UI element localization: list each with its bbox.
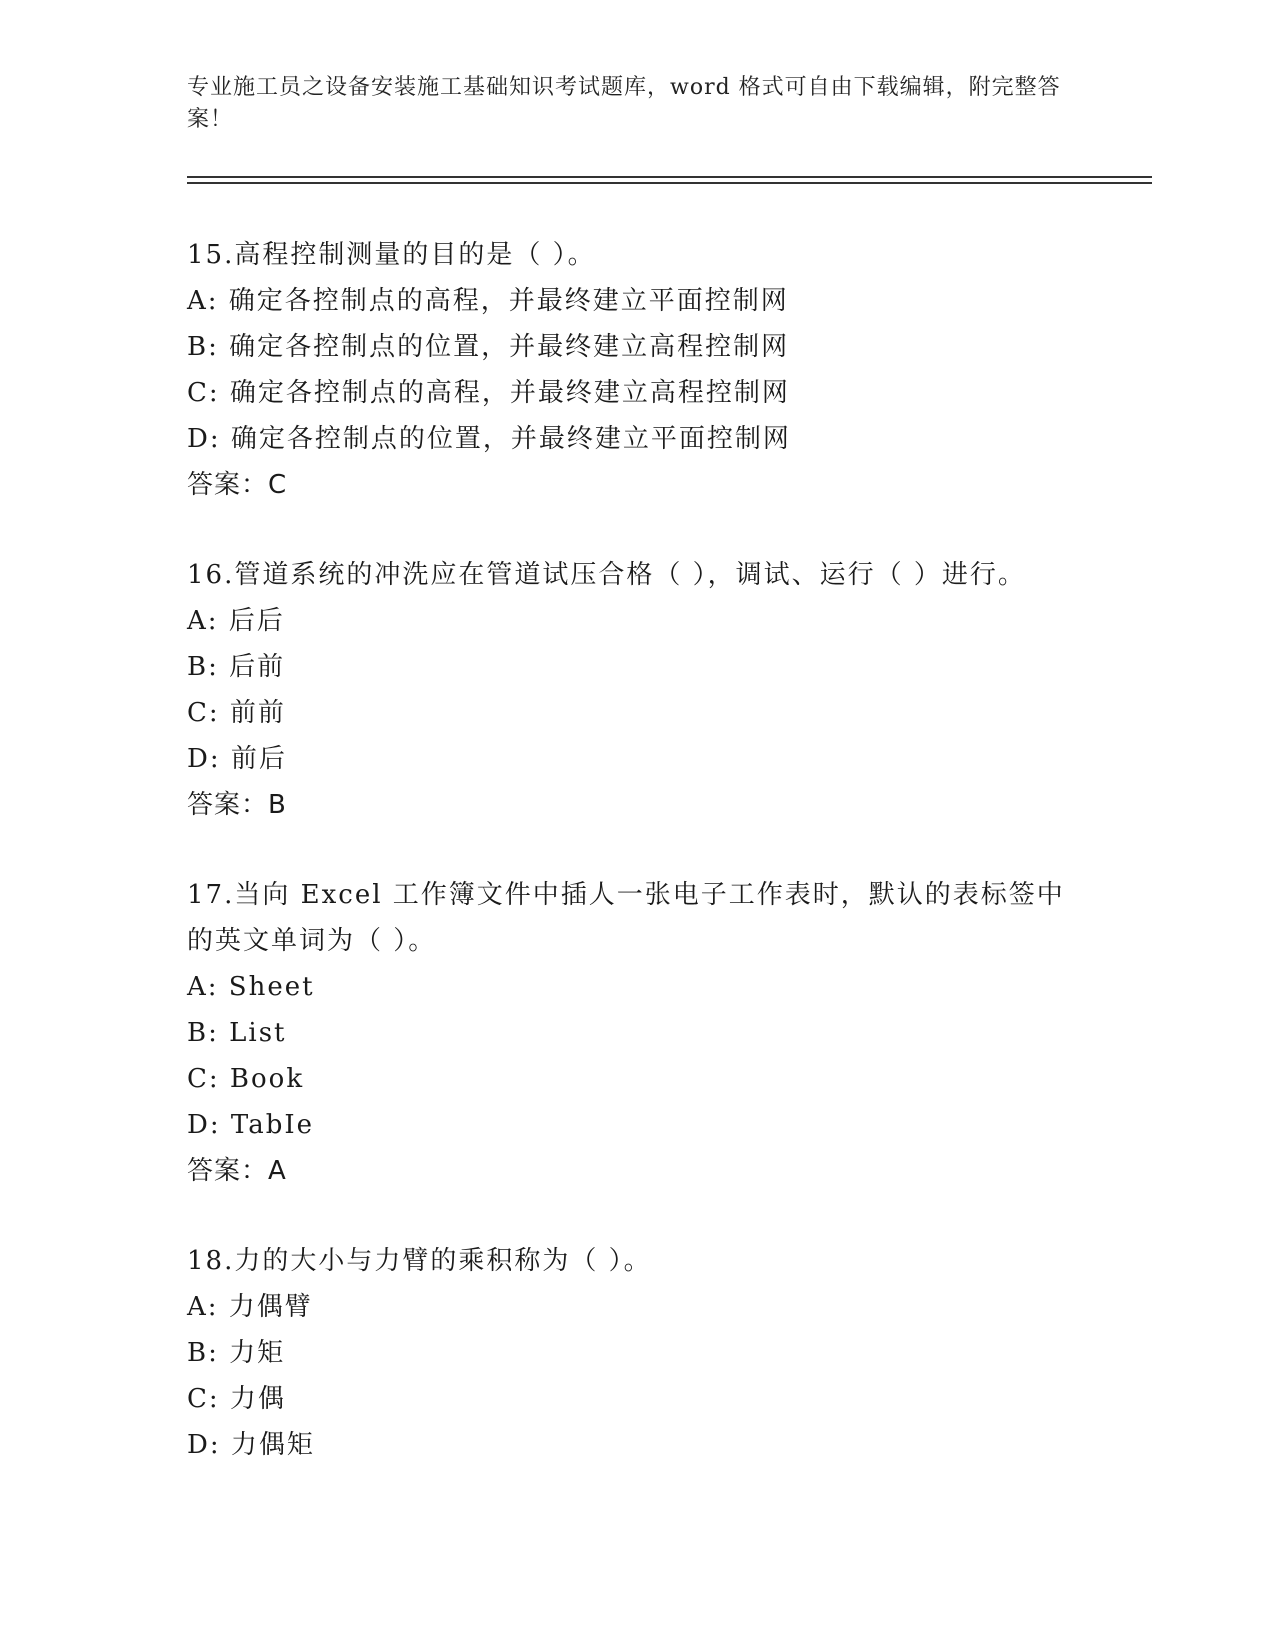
answer: 答案：B <box>187 790 287 820</box>
question-stem: 18.力的大小与力臂的乘积称为（ ）。 <box>187 1246 652 1276</box>
question-15 <box>187 232 1087 508</box>
option-d: D: 力偶矩 <box>187 1430 315 1460</box>
option-a: A: 后后 <box>187 606 285 636</box>
answer: 答案：C <box>187 470 288 500</box>
header-divider-top <box>187 176 1152 178</box>
option-a: A: Sheet <box>187 972 315 1002</box>
option-b: B: 力矩 <box>187 1338 286 1368</box>
option-d: D: TabIe <box>187 1110 314 1140</box>
question-16 <box>187 552 1087 828</box>
option-c: C: 前前 <box>187 698 286 728</box>
question-stem: 17.当向 Excel 工作簿文件中插人一张电子工作表时，默认的表标签中的英文单词为（ ）。 <box>187 880 1065 956</box>
question-stem: 15.高程控制测量的目的是（ ）。 <box>187 240 596 270</box>
option-c: C: 力偶 <box>187 1384 286 1414</box>
option-d: D: 确定各控制点的位置，并最终建立平面控制网 <box>187 424 791 454</box>
option-c: C: 确定各控制点的高程，并最终建立高程控制网 <box>187 378 790 408</box>
question-18 <box>187 1238 1087 1468</box>
option-c: C: Book <box>187 1064 305 1094</box>
option-d: D: 前后 <box>187 744 287 774</box>
answer: 答案：A <box>187 1156 287 1186</box>
question-stem: 16.管道系统的冲洗应在管道试压合格（ ），调试、运行（ ）进行。 <box>187 560 1026 590</box>
option-b: B: 确定各控制点的位置，并最终建立高程控制网 <box>187 332 790 362</box>
question-17 <box>187 872 1087 1194</box>
option-a: A: 力偶臂 <box>187 1292 313 1322</box>
header-divider-bottom <box>187 182 1152 184</box>
document-header: 专业施工员之设备安装施工基础知识考试题库，word 格式可自由下载编辑，附完整答案！ <box>187 75 1061 132</box>
option-b: B: 后前 <box>187 652 286 682</box>
option-b: B: List <box>187 1018 287 1048</box>
question-list <box>187 232 1087 1512</box>
option-a: A: 确定各控制点的高程，并最终建立平面控制网 <box>187 286 789 316</box>
